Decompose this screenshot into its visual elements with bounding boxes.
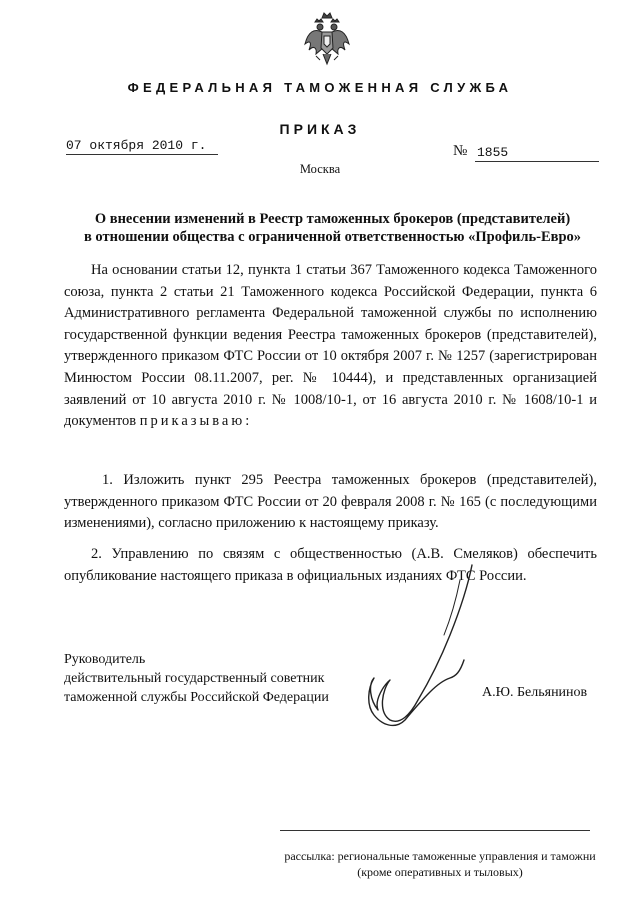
- body-paragraph-1: [64, 260, 597, 433]
- subject-line-2: в отношении общества с ограниченной ответственностью «Профиль-Евро»: [83, 229, 582, 245]
- distribution-line-2: (кроме оперативных и тыловых): [357, 865, 523, 879]
- paragraph-1-text: На основании статьи 12, пункта 1 статьи 367 Таможенного кодекса Таможенного союза, пункта 2 статьи 21 Таможенного кодекса Российской Федерации, пункта 6 Административного регламента Федеральной таможенной службы по исполнению государственной функции ведения Реестра таможенных брокеров (представителей), утвержденного приказом ФТС России от 10 октября 2007 г. № 1257 (зарегистрирован Минюстом России 08.11.2007, рег. № 10444), и представленных организацией заявлений от 10 августа 2010 г. № 1008/10-1, от 16 августа 2010 г. № 1608/10-1 и документов: [64, 262, 597, 430]
- body-paragraph-3: 2. Управлению по связям с общественностью (А.В. Смеляков) обеспечить опубликование настоящего приказа в официальных изданиях ФТС России.: [64, 546, 597, 584]
- agency-name: ФЕДЕРАЛЬНАЯ ТАМОЖЕННАЯ СЛУЖБА: [127, 80, 513, 95]
- signatory-title-line-1: Руководитель: [64, 652, 146, 667]
- city: Москва: [299, 162, 341, 176]
- order-subject: [60, 210, 605, 246]
- signatory-title-line-3: таможенной службы Российской Федерации: [64, 690, 329, 705]
- order-word: приказываю:: [139, 413, 253, 430]
- order-number: 1855: [475, 145, 599, 162]
- signatory-name: А.Ю. Бельянинов: [482, 685, 588, 700]
- document-type: ПРИКАЗ: [279, 121, 361, 137]
- distribution-line-1: рассылка: региональные таможенные управления и таможни: [284, 849, 596, 863]
- distribution-divider: [280, 830, 590, 831]
- signatory-title-line-2: действительный государственный советник: [64, 671, 325, 686]
- coat-of-arms-icon: [302, 10, 352, 68]
- distribution-list: [282, 848, 598, 880]
- subject-line-1: О внесении изменений в Реестр таможенных брокеров (представителей): [94, 211, 571, 227]
- order-date: 07 октября 2010 г.: [66, 138, 218, 155]
- handwritten-signature: [360, 560, 480, 740]
- order-number-label: №: [453, 143, 468, 159]
- signatory-title: [64, 650, 329, 707]
- body-paragraph-2: 1. Изложить пункт 295 Реестра таможенных брокеров (представителей), утвержденного приказом ФТС России от 20 февраля 2008 г. № 165 (с последующими изменениями), согласно приложению к настоящему приказу.: [64, 472, 597, 532]
